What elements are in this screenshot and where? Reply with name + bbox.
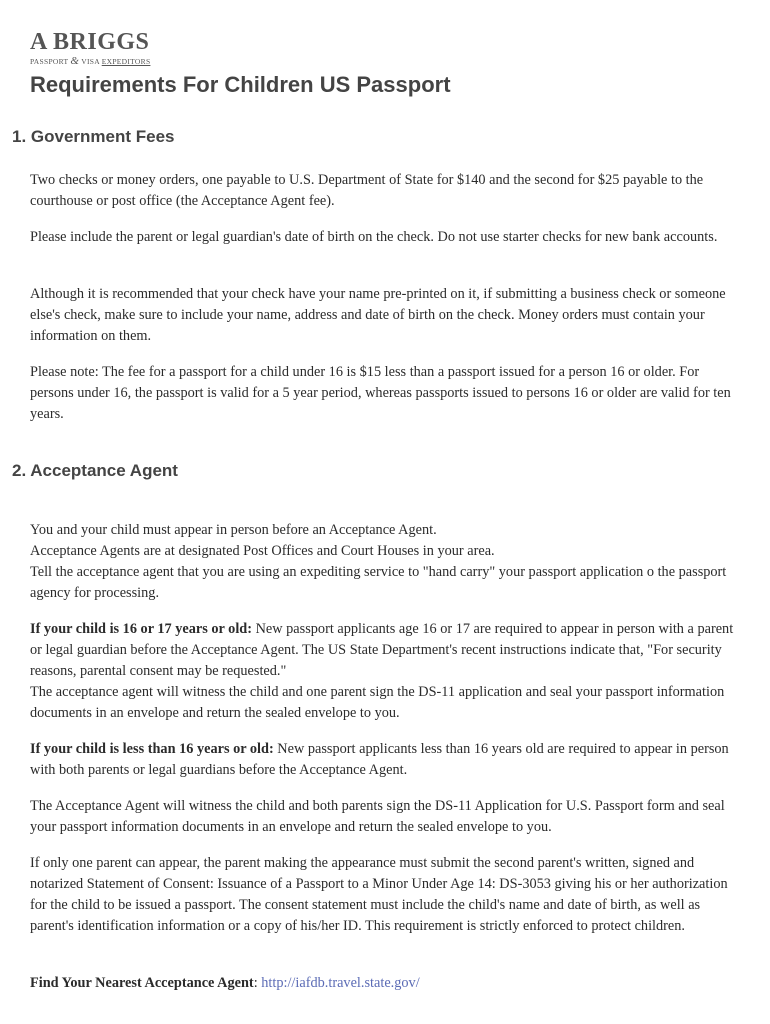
logo-tagline-amp: & <box>70 55 80 67</box>
agent-intro-line-3: Tell the acceptance agent that you are using an expediting service to "hand carry" your passport application o the passport agency for processing. <box>30 564 727 601</box>
logo-tagline-visa: VISA <box>81 57 100 66</box>
find-agent-colon: : <box>253 975 262 991</box>
logo-wordmark: A BRIGGS <box>30 29 150 55</box>
age-16-17-text: New passport applicants age 16 or 17 are required to appear in person with a parent or legal guardian before the Acceptance Agent. The US State Department's recent instructions indicate that, "For security reasons, parental consent may be requested." <box>30 621 734 679</box>
section-heading-agent: 2. Acceptance Agent <box>12 461 178 480</box>
logo-tagline <box>30 55 170 67</box>
fees-paragraph-check-info: Although it is recommended that your check have your name pre-printed on it, if submitting a business check or someone else's check, make sure to include your name, address and date of birth on the check. Money orders must contain your information on them. <box>30 286 726 344</box>
page-title: Requirements For Children US Passport <box>30 72 451 97</box>
section-heading-fees: 1. Government Fees <box>12 127 175 146</box>
fees-paragraph-note: Please note: The fee for a passport for a child under 16 is $15 less than a passport issued for a person 16 or older. For persons under 16, the passport is valid for a 5 year period, whereas passports issued to persons 16 or older are valid for ten years. <box>30 364 731 422</box>
age-16-17-witness: The acceptance agent will witness the child and one parent sign the DS-11 application and seal your passport information documents in an envelope and return the sealed envelope to you. <box>30 684 725 721</box>
age-16-17-label: If your child is 16 or 17 years or old: <box>30 621 253 637</box>
find-agent-label: Find Your Nearest Acceptance Agent <box>30 975 254 991</box>
agent-paragraph-age-16-17 <box>30 619 745 724</box>
agent-intro-line-1: You and your child must appear in person before an Acceptance Agent. <box>30 522 437 538</box>
find-agent-link[interactable]: http://iafdb.travel.state.gov/ <box>261 975 420 991</box>
fees-paragraph-birthdate: Please include the parent or legal guardian's date of birth on the check. Do not use starter checks for new bank accounts. <box>30 229 718 245</box>
logo-tagline-expeditors: EXPEDITORS <box>101 57 151 66</box>
under-16-label: If your child is less than 16 years or old: <box>30 741 274 757</box>
find-agent-line <box>30 973 745 994</box>
agent-paragraph-witness: The Acceptance Agent will witness the child and both parents sign the DS-11 Application for U.S. Passport form and seal your passport information documents in an envelope and return the sealed envelope to you. <box>30 798 725 835</box>
fees-paragraph-checks: Two checks or money orders, one payable to U.S. Department of State for $140 and the second for $25 payable to the courthouse or post office (the Acceptance Agent fee). <box>30 172 704 209</box>
agent-intro-line-2: Acceptance Agents are at designated Post Offices and Court Houses in your area. <box>30 543 495 559</box>
agent-paragraph-under-16 <box>30 739 745 781</box>
under-16-text: New passport applicants less than 16 years old are required to appear in person with both parents or legal guardians before the Acceptance Agent. <box>30 741 729 778</box>
agent-paragraph-one-parent: If only one parent can appear, the parent making the appearance must submit the second parent's written, signed and notarized Statement of Consent: Issuance of a Passport to a Minor Under Age 14: DS-3053 giving his or her authorization for the child to be issued a passport. The consent statement must include the child's name and date of birth, as well as parent's identification information or a copy of his/her ID. This requirement is strictly enforced to protect children. <box>30 855 728 934</box>
company-logo <box>30 30 170 67</box>
agent-intro <box>30 520 745 604</box>
logo-tagline-passport: PASSPORT <box>30 57 69 66</box>
